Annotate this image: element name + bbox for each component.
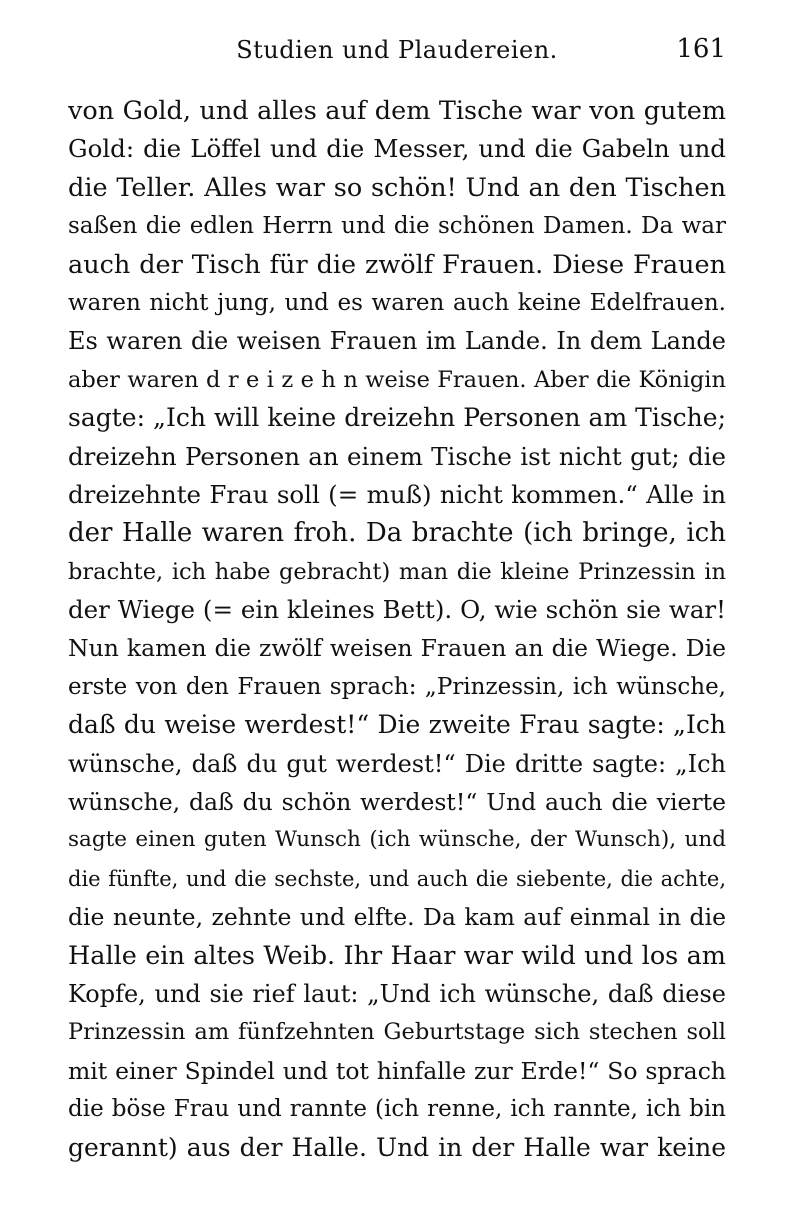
text-line: wünsche, daß du gut werdest!“ Die dritte sagte: „Ich xyxy=(68,749,726,778)
text-line: sagte einen guten Wunsch (ich wünsche, der Wunsch), und xyxy=(68,827,726,853)
text-line: der Halle waren froh. Da brachte (ich bringe, ich xyxy=(68,518,726,549)
text-line: Gold: die Löffel und die Messer, und die Gabeln und xyxy=(68,134,726,164)
text-line: die fünfte, und die sechste, und auch die siebente, die achte, xyxy=(68,866,726,891)
text-line: erste von den Frauen sprach: „Prinzessin, ich wünsche, xyxy=(68,673,726,700)
text-line: die böse Frau und rannte (ich renne, ich rannte, ich bin xyxy=(68,1096,726,1123)
text-line: brachte, ich habe gebracht) man die kleine Prinzessin in xyxy=(68,558,726,585)
text-line: dreizehnte Frau soll (= muß) nicht kommen.“ Alle in xyxy=(68,479,726,509)
text-line: daß du weise werdest!“ Die zweite Frau sagte: „Ich xyxy=(68,710,726,740)
running-title: Studien und Plaudereien. xyxy=(236,36,558,64)
text-line: saßen die edlen Herrn und die schönen Damen. Da war xyxy=(68,213,726,240)
text-line: Kopfe, und sie rief laut: „Und ich wünsche, daß diese xyxy=(68,979,726,1008)
text-line: von Gold, und alles auf dem Tische war von gutem xyxy=(68,96,726,126)
text-line: Prinzessin am fünfzehnten Geburtstage sich stechen soll xyxy=(68,1019,726,1046)
text-line: Halle ein altes Weib. Ihr Haar war wild und los am xyxy=(68,940,726,971)
text-line: die Teller. Alles war so schön! Und an den Tischen xyxy=(68,172,726,203)
page-number: 161 xyxy=(676,34,726,64)
text-line: Nun kamen die zwölf weisen Frauen an die Wiege. Die xyxy=(68,634,726,663)
text-line: sagte: „Ich will keine dreizehn Personen am Tische; xyxy=(68,403,726,433)
running-head xyxy=(68,30,726,70)
text-line: gerannt) aus der Halle. Und in der Halle war keine xyxy=(68,1132,726,1162)
text-line: der Wiege (= ein kleines Bett). O, wie schön sie war! xyxy=(68,595,726,625)
text-line: die neunte, zehnte und elfte. Da kam auf einmal in die xyxy=(68,903,726,932)
text-line: wünsche, daß du schön werdest!“ Und auch die vierte xyxy=(68,788,726,817)
text-line: mit einer Spindel und tot hinfalle zur Erde!“ So sprach xyxy=(68,1056,726,1085)
text-line: auch der Tisch für die zwölf Frauen. Diese Frauen xyxy=(68,249,726,280)
text-line: dreizehn Personen an einem Tische ist nicht gut; die xyxy=(68,441,726,471)
body-text xyxy=(68,92,726,1167)
text-line: aber waren d r e i z e h n weise Frauen. Aber die Königin xyxy=(68,366,726,393)
text-line: Es waren die weisen Frauen im Lande. In dem Lande xyxy=(68,327,726,356)
text-line: waren nicht jung, und es waren auch keine Edelfrauen. xyxy=(68,289,726,316)
